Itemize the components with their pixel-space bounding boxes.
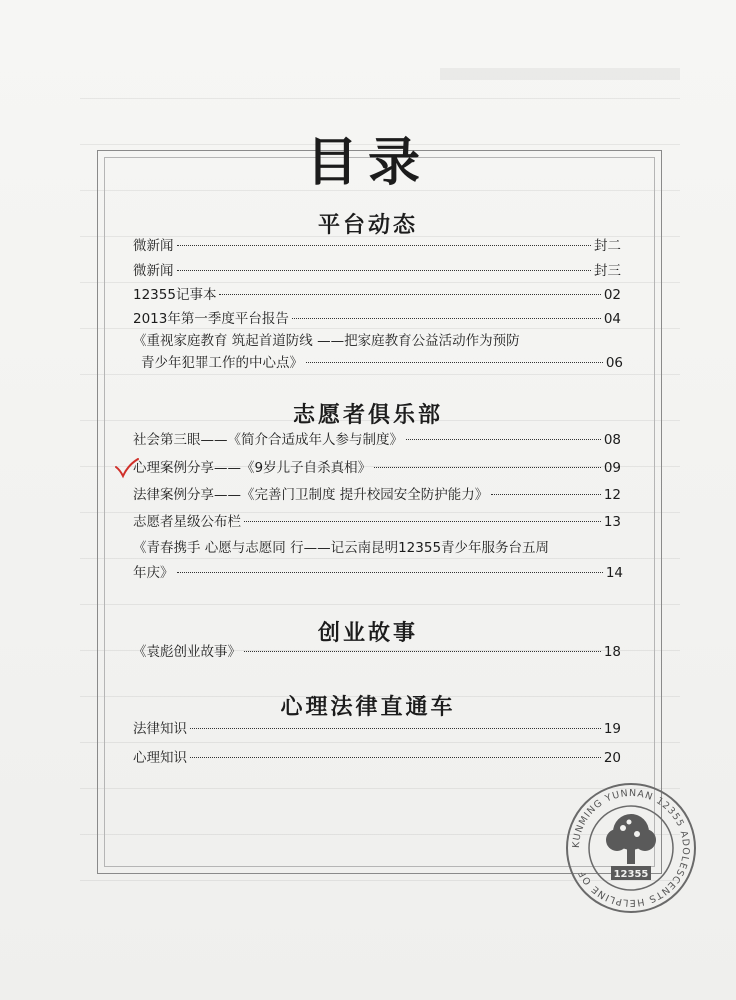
toc-entry-page: 封二 — [594, 238, 621, 254]
dot-leader — [406, 439, 601, 440]
toc-entry[interactable] — [133, 644, 621, 661]
red-check-mark-icon — [114, 457, 140, 481]
toc-entry[interactable] — [133, 263, 621, 280]
bleed-through-header — [440, 68, 680, 80]
dot-leader — [177, 572, 603, 573]
toc-entry-title-continued: 青少年犯罪工作的中心点》 — [141, 355, 303, 371]
toc-entry[interactable] — [133, 238, 621, 255]
toc-entry-title: 心理知识 — [133, 750, 187, 766]
dot-leader — [244, 651, 601, 652]
section-heading-platform-news: 平台动态 — [317, 213, 418, 238]
page-title: 目录 — [305, 133, 430, 193]
toc-entry-page: 封三 — [594, 263, 621, 279]
toc-entry-page: 12 — [603, 487, 621, 503]
dot-leader — [244, 521, 601, 522]
toc-entry-title: 微新闻 — [133, 263, 174, 279]
toc-entry-title: 微新闻 — [133, 238, 174, 254]
toc-entry[interactable] — [133, 311, 621, 328]
dot-leader — [292, 318, 601, 319]
section-heading-psych-law-express: 心理法律直通车 — [280, 695, 456, 720]
toc-entry-page: 14 — [605, 565, 623, 581]
toc-entry-page: 19 — [603, 721, 621, 737]
toc-entry-title: 12355记事本 — [133, 287, 217, 303]
toc-entry[interactable] — [133, 487, 621, 504]
toc-entry[interactable] — [133, 750, 621, 767]
toc-entry-title: 志愿者星级公布栏 — [133, 514, 241, 530]
seal-center-number: 12355 — [613, 869, 649, 880]
dot-leader — [374, 467, 601, 468]
dot-leader — [177, 270, 592, 271]
toc-entry[interactable] — [133, 514, 621, 531]
toc-entry-page: 08 — [603, 432, 621, 448]
toc-entry-title: 《青春携手 心愿与志愿同 行——记云南昆明12355青少年服务台五周 — [133, 540, 550, 556]
dot-leader — [219, 294, 600, 295]
toc-entry-title: 法律案例分享——《完善门卫制度 提升校园安全防护能力》 — [133, 487, 489, 503]
toc-entry-page: 04 — [603, 311, 621, 327]
toc-entry-page: 02 — [603, 287, 621, 303]
toc-entry-title: 社会第三眼——《简介合适成年人参与制度》 — [133, 432, 403, 448]
toc-entry[interactable] — [133, 432, 621, 449]
toc-entry[interactable] — [133, 721, 621, 738]
toc-entry-page: 18 — [603, 644, 621, 660]
toc-entry-page: 06 — [605, 355, 623, 371]
seal-ring-text: KUNMING YUNNAN 12355 ADOLESCENTS HELPLINE OF — [570, 787, 692, 909]
toc-entry-title: 心理案例分享——《9岁儿子自杀真相》 — [133, 460, 372, 476]
toc-entry-title-continued: 年庆》 — [133, 565, 174, 581]
toc-entry-title: 法律知识 — [133, 721, 187, 737]
toc-entry-title: 《袁彪创业故事》 — [133, 644, 241, 660]
toc-entry-multiline[interactable] — [133, 536, 623, 586]
helpline-seal-logo — [563, 780, 699, 916]
dot-leader — [177, 245, 592, 246]
toc-entry[interactable] — [133, 287, 621, 304]
toc-entry-title: 《重视家庭教育 筑起首道防线 ——把家庭教育公益活动作为预防 — [133, 333, 520, 349]
toc-entry-title: 2013年第一季度平台报告 — [133, 311, 289, 327]
toc-entry-page: 09 — [603, 460, 621, 476]
dot-leader — [306, 362, 603, 363]
toc-entry-page: 20 — [603, 750, 621, 766]
toc-entry[interactable] — [133, 460, 621, 477]
dot-leader — [491, 494, 601, 495]
section-heading-volunteer-club: 志愿者俱乐部 — [292, 403, 443, 428]
dot-leader — [190, 728, 601, 729]
toc-entry-page: 13 — [603, 514, 621, 530]
dot-leader — [190, 757, 601, 758]
tree-icon — [606, 814, 656, 864]
section-heading-startup-stories: 创业故事 — [317, 621, 418, 646]
toc-entry-multiline[interactable] — [133, 330, 623, 374]
